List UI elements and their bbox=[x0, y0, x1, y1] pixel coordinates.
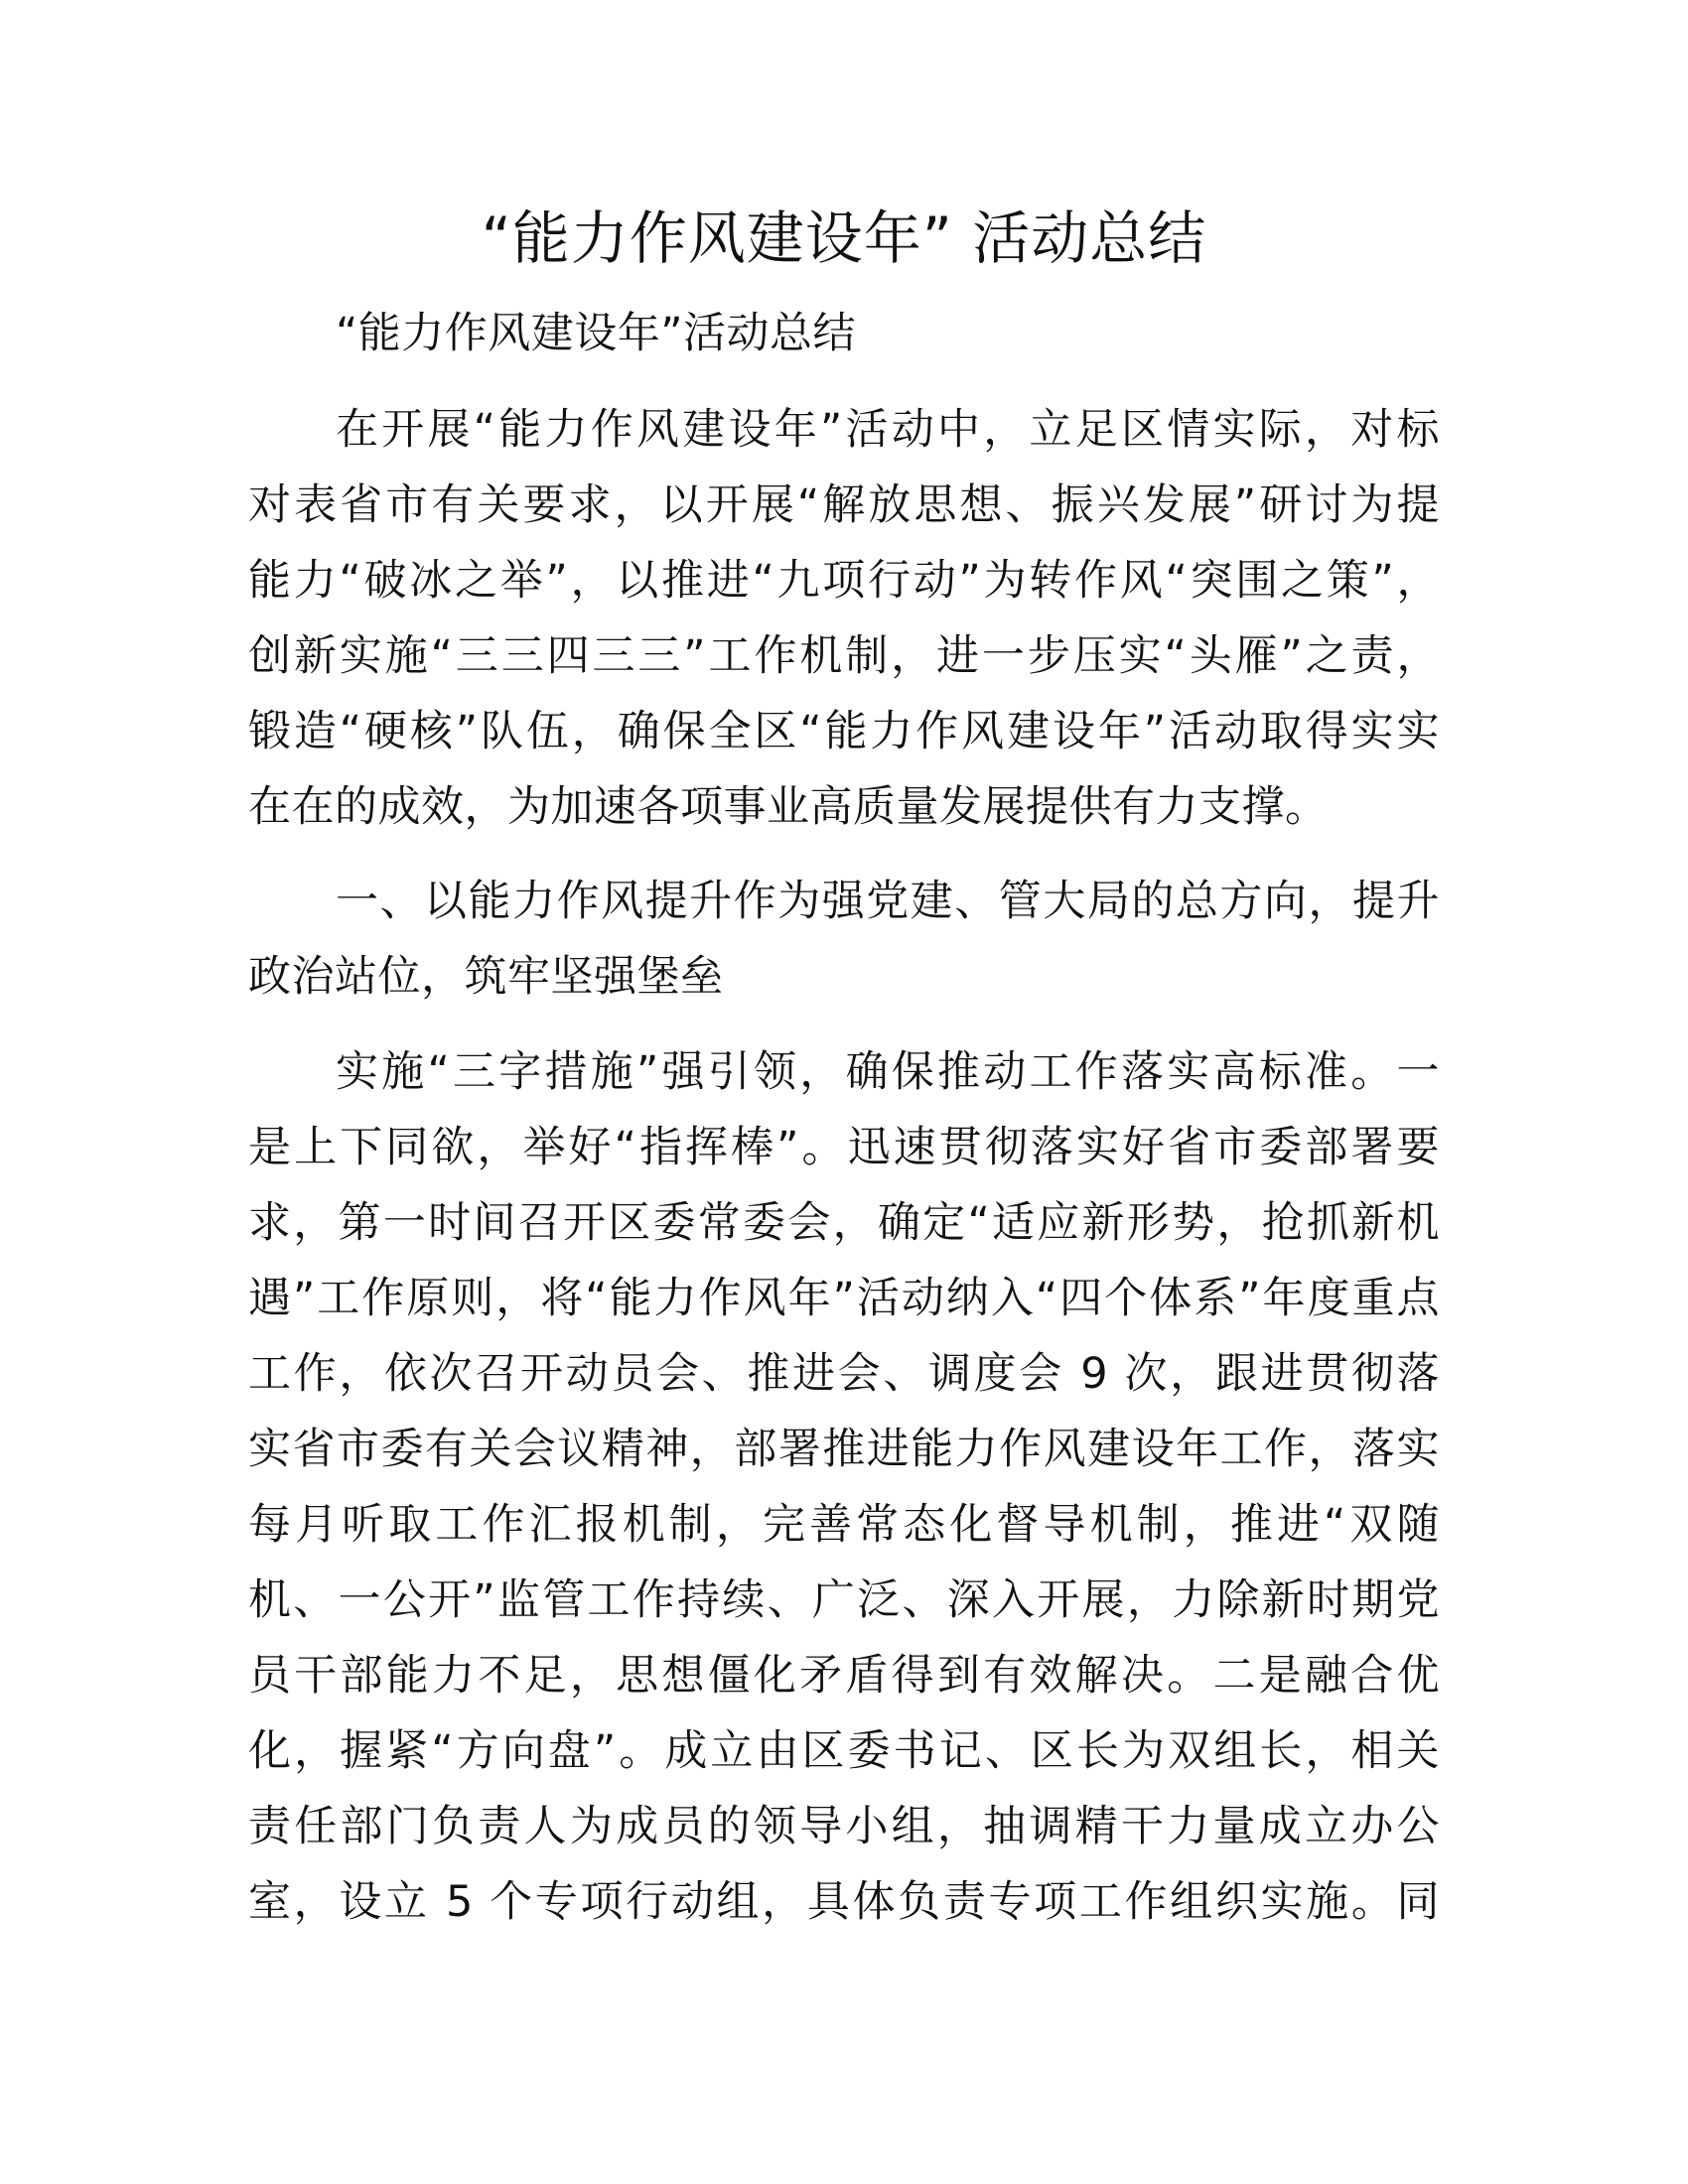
document-subtitle: “能力作风建设年”活动总结 bbox=[336, 309, 857, 358]
paragraph-line: 室，设立 5 个专项行动组，具体负责专项工作组织实施。同 bbox=[248, 1877, 1440, 1927]
paragraph-line: 在开展“能力作风建设年”活动中，立足区情实际，对标 bbox=[336, 405, 1440, 455]
paragraph-line: 实施“三字措施”强引领，确保推动工作落实高标准。一 bbox=[336, 1047, 1440, 1097]
paragraph-line: 求，第一时间召开区委常委会，确定“适应新形势，抢抓新机 bbox=[248, 1198, 1440, 1248]
paragraph-line: 工作，依次召开动员会、推进会、调度会 9 次，跟进贯彻落 bbox=[248, 1349, 1440, 1399]
heading-line: 政治站位，筑牢坚强堡垒 bbox=[248, 952, 724, 1002]
paragraph-line: 责任部门负责人为成员的领导小组，抽调精干力量成立办公 bbox=[248, 1802, 1440, 1851]
document-title: “能力作风建设年” 活动总结 bbox=[481, 205, 1207, 272]
paragraph-line: 在在的成效，为加速各项事业高质量发展提供有力支撑。 bbox=[248, 782, 1329, 832]
paragraph-line: 实省市委有关会议精神，部署推进能力作风建设年工作，落实 bbox=[248, 1425, 1440, 1474]
paragraph-line: 遇”工作原则，将“能力作风年”活动纳入“四个体系”年度重点 bbox=[248, 1274, 1440, 1323]
paragraph-line: 机、一公开”监管工作持续、广泛、深入开展，力除新时期党 bbox=[248, 1575, 1440, 1625]
paragraph-line: 每月听取工作汇报机制，完善常态化督导机制，推进“双随 bbox=[248, 1500, 1440, 1550]
paragraph-line: 员干部能力不足，思想僵化矛盾得到有效解决。二是融合优 bbox=[248, 1651, 1440, 1701]
paragraph-line: 是上下同欲，举好“指挥棒”。迅速贯彻落实好省市委部署要 bbox=[248, 1123, 1440, 1172]
paragraph-line: 锻造“硬核”队伍，确保全区“能力作风建设年”活动取得实实 bbox=[248, 707, 1440, 756]
paragraph-line: 能力“破冰之举”，以推进“九项行动”为转作风“突围之策”， bbox=[248, 556, 1440, 606]
paragraph-line: 对表省市有关要求，以开展“解放思想、振兴发展”研讨为提 bbox=[248, 480, 1440, 530]
heading-line: 一、以能力作风提升作为强党建、管大局的总方向，提升 bbox=[336, 877, 1440, 926]
paragraph-line: 化，握紧“方向盘”。成立由区委书记、区长为双组长，相关 bbox=[248, 1726, 1440, 1776]
paragraph-line: 创新实施“三三四三三”工作机制，进一步压实“头雁”之责， bbox=[248, 631, 1440, 681]
